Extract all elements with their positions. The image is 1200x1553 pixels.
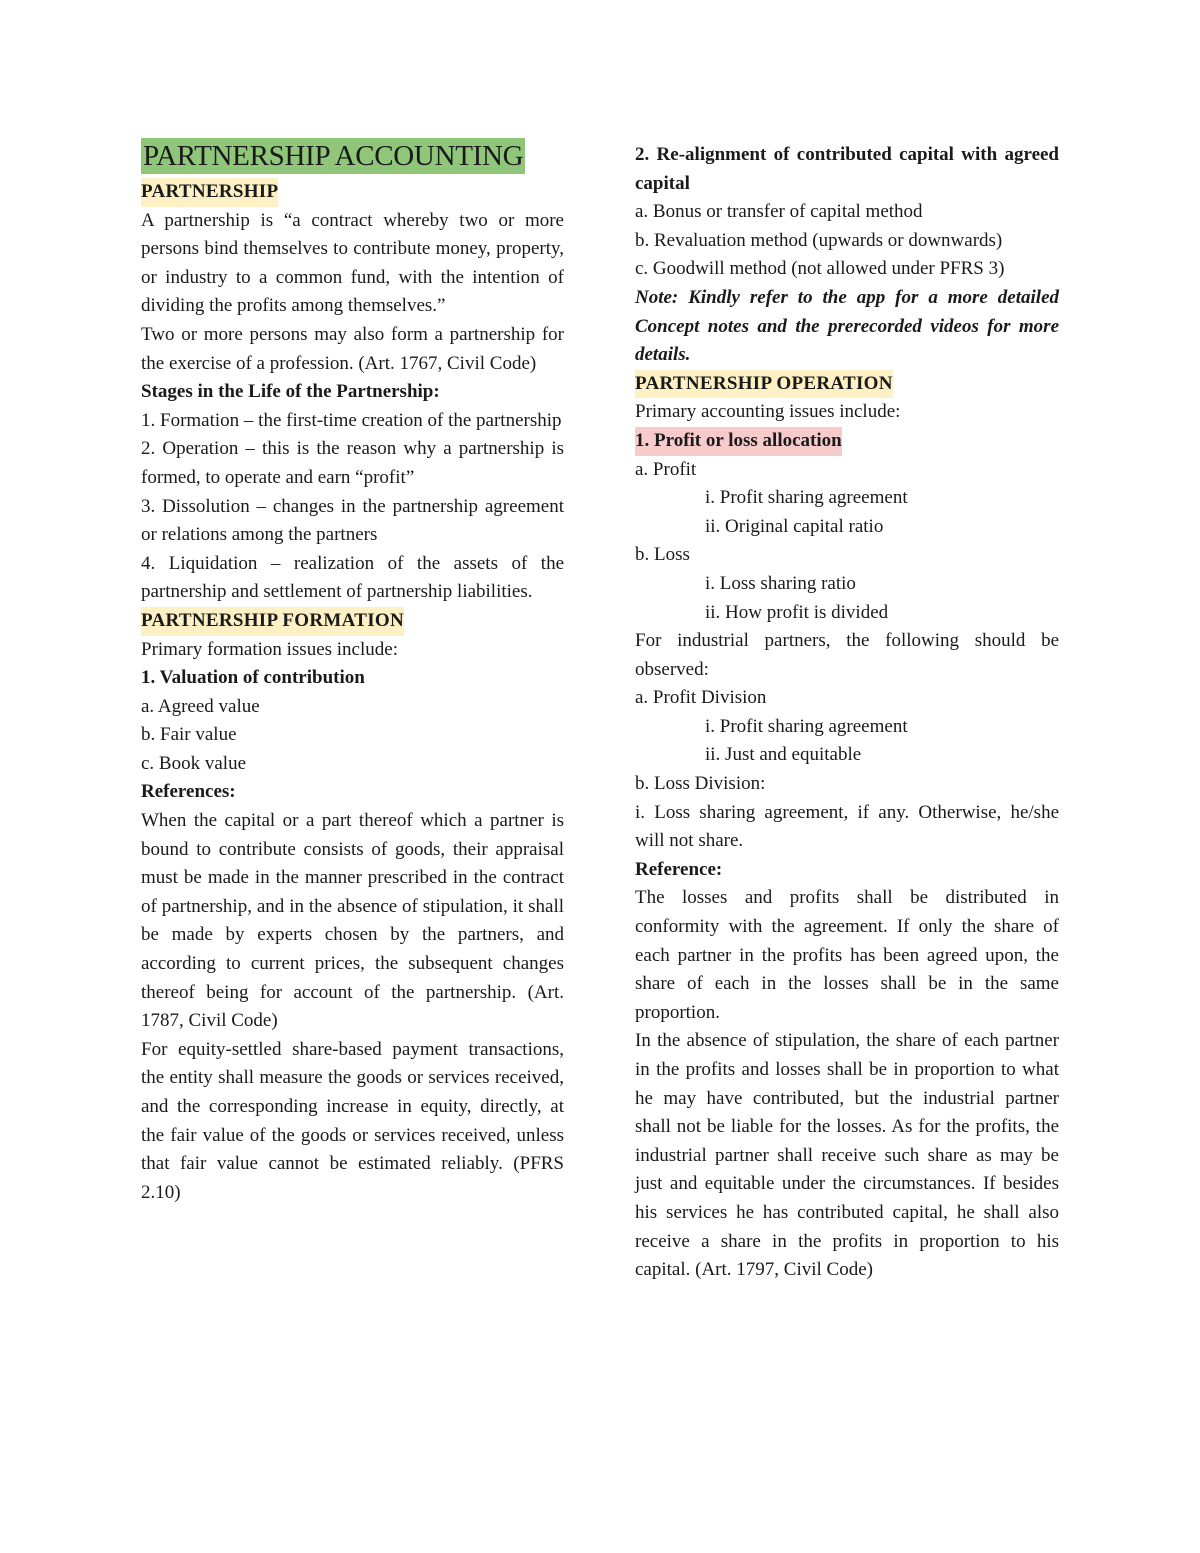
profit-division-item: i. Profit sharing agreement	[705, 715, 908, 737]
valuation-heading: 1. Valuation of contribution	[141, 667, 365, 689]
realign-heading: 2. Re-alignment of contributed capital with agreed capital	[635, 144, 1059, 194]
heading-operation: PARTNERSHIP OPERATION	[635, 370, 893, 399]
profit-loss-heading: 1. Profit or loss allocation	[635, 427, 842, 456]
note-paragraph: Note: Kindly refer to the app for a more detailed Concept notes and the prerecorded videos for more details.	[635, 286, 1059, 366]
profit-item: i. Profit sharing agreement	[705, 487, 908, 509]
definition-paragraph: A partnership is “a contract whereby two or more persons bind themselves to contribute money, property, or industry to a common fund, with the intention of dividing the profits among themselves.”	[141, 209, 564, 317]
operation-intro: Primary accounting issues include:	[635, 401, 901, 423]
profit-division-item: ii. Just and equitable	[705, 744, 862, 766]
formation-intro: Primary formation issues include:	[141, 638, 398, 660]
reference-paragraph: For equity‑settled share‑based payment transactions, the entity shall measure the goods or services received, and the corresponding increase in equity, directly, at the fair value of the goods or services received, unless that fair value cannot be estimated reliably. (PFRS 2.10)	[141, 1038, 564, 1203]
loss-label: b. Loss	[635, 544, 690, 566]
stage-item: 3. Dissolution – changes in the partnership agreement or relations among the partners	[141, 495, 564, 546]
loss-division-item: i. Loss sharing agreement, if any. Otherwise, he/she will not share.	[635, 801, 1059, 852]
stage-item: 1. Formation – the first-time creation of the partnership	[141, 409, 562, 431]
profession-paragraph: Two or more persons may also form a partnership for the exercise of a profession. (Art. 1767, Civil Code)	[141, 323, 564, 374]
realign-item: c. Goodwill method (not allowed under PFRS 3)	[635, 258, 1005, 280]
left-column	[141, 138, 564, 1207]
realign-item: a. Bonus or transfer of capital method	[635, 201, 923, 223]
references-heading: References:	[141, 781, 236, 803]
reference-heading: Reference:	[635, 858, 723, 880]
stages-heading: Stages in the Life of the Partnership:	[141, 381, 440, 403]
profit-item: ii. Original capital ratio	[705, 515, 884, 537]
page-title: PARTNERSHIP ACCOUNTING	[143, 140, 524, 172]
profit-label: a. Profit	[635, 458, 697, 480]
reference-paragraph: In the absence of stipulation, the share of each partner in the profits and losses shall be in proportion to what he may have contributed, but the industrial partner shall not be liable for the losses. As for the profits, the industrial partner shall receive such share as may be just and equitable under the circumstances. If besides his services he has contributed capital, he shall also receive a share in the profits in proportion to his capital. (Art. 1797, Civil Code)	[635, 1030, 1059, 1281]
valuation-item: a. Agreed value	[141, 695, 260, 717]
loss-item: ii. How profit is divided	[705, 601, 889, 623]
right-column	[635, 141, 1059, 1285]
realign-item: b. Revaluation method (upwards or downwards)	[635, 229, 1003, 251]
heading-formation: PARTNERSHIP FORMATION	[141, 607, 404, 636]
stage-item: 2. Operation – this is the reason why a partnership is formed, to operate and earn “profit”	[141, 438, 564, 488]
stage-item: 4. Liquidation – realization of the assets of the partnership and settlement of partnership liabilities.	[141, 552, 564, 603]
reference-paragraph: When the capital or a part thereof which a partner is bound to contribute consists of goods, their appraisal must be made in the manner prescribed in the contract of partnership, and in the absence of stipulation, it shall be made by experts chosen by the partners, and according to current prices, the subsequent changes thereof being for account of the partnership. (Art. 1787, Civil Code)	[141, 810, 564, 1032]
industrial-intro: For industrial partners, the following should be observed:	[635, 630, 1059, 680]
heading-partnership: PARTNERSHIP	[141, 178, 278, 207]
valuation-item: b. Fair value	[141, 724, 237, 746]
valuation-item: c. Book value	[141, 752, 247, 774]
profit-division-label: a. Profit Division	[635, 687, 767, 709]
reference-paragraph: The losses and profits shall be distributed in conformity with the agreement. If only the share of each partner in the profits has been agreed upon, the share of each in the losses shall be in the same proportion.	[635, 887, 1059, 1023]
loss-division-label: b. Loss Division:	[635, 773, 766, 795]
loss-item: i. Loss sharing ratio	[705, 572, 856, 594]
